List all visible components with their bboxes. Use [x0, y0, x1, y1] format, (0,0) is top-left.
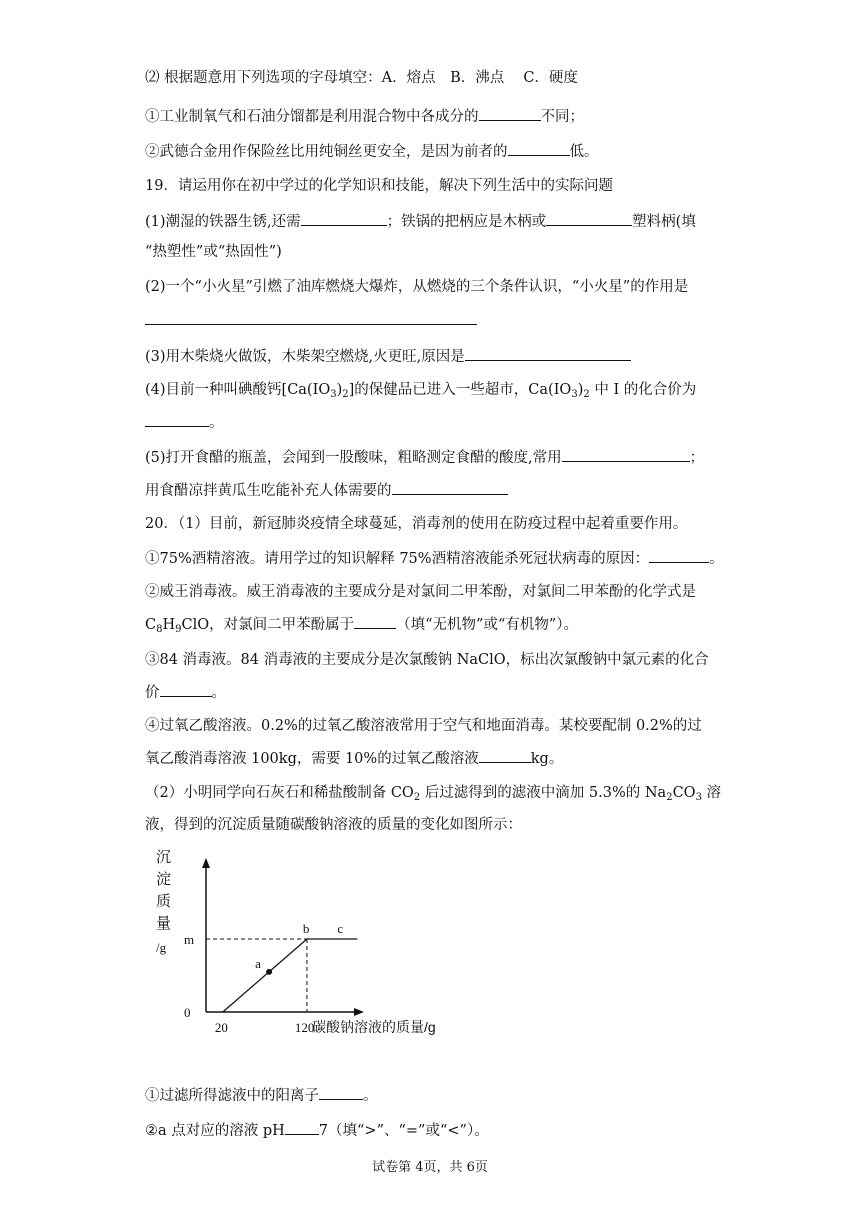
answer-blank[interactable]: [319, 1085, 363, 1100]
q20-item4: ④过氧乙酸溶液。0.2%的过氧乙酸溶液常用于空气和地面消毒。某校要配制 0.2%的过: [145, 718, 702, 734]
point-b-label: b: [302, 921, 310, 936]
x-axis-arrow: [354, 1008, 364, 1016]
q20-item3: ③84 消毒液。84 消毒液的主要成分是次氯酸钠 NaClO，标出次氯酸钠中氯元素的化合: [145, 652, 709, 668]
answer-blank[interactable]: [145, 412, 209, 427]
point-a-marker: [266, 969, 272, 975]
answer-blank[interactable]: [479, 748, 531, 763]
y-axis-label-char: 质: [156, 894, 172, 910]
q20-stem: 20．（1）目前，新冠肺炎疫情全球蔓延，消毒剂的使用在防疫过程中起着重要作用。: [145, 516, 688, 532]
q19-part1: (1)潮湿的铁器生锈,还需 ；铁锅的把柄应是木柄或 塑料柄(填: [145, 211, 696, 232]
answer-blank[interactable]: [649, 548, 709, 563]
q20-part2-item1: ①过滤所得滤液中的阳离子 。: [145, 1085, 378, 1106]
q20-item1: ①75%酒精溶液。请用学过的知识解释 75%酒精溶液能杀死冠状病毒的原因： 。: [145, 548, 724, 569]
q18-sub2-item1: ①工业制氧气和石油分馏都是利用混合物中各成分的 不同；: [145, 106, 584, 127]
answer-blank[interactable]: [160, 682, 212, 697]
answer-blank[interactable]: [562, 447, 690, 462]
y-axis-label-char: 量: [156, 916, 172, 932]
q18-sub2-item2: ②武德合金用作保险丝比用纯铜丝更安全，是因为前者的 低。: [145, 141, 599, 162]
q19-part1-cont: “热塑性”或“热固性”): [145, 244, 282, 260]
q20-item2: ②威王消毒液。威王消毒液的主要成分是对氯间二甲苯酚，对氯间二甲苯酚的化学式是: [145, 584, 696, 600]
q20-part2-item2: ②a 点对应的溶液 pH 7（填“>”、“=”或“<”）。: [145, 1120, 489, 1141]
y-axis-label-char: 淀: [156, 872, 172, 888]
answer-blank[interactable]: [301, 211, 387, 226]
q19-part2-answer-line[interactable]: [145, 310, 477, 331]
q19-part4-cont: 。: [145, 412, 224, 433]
answer-blank[interactable]: [479, 106, 541, 121]
q19-part4: (4)目前一种叫碘酸钙$[Ca(IO_3)_2]$的保健品已进入一些超市，$Ca(IO_3)_2$ 中 I 的化合价为: [145, 382, 697, 400]
q19-part5-cont: 用食醋凉拌黄瓜生吃能补充人体需要的: [145, 480, 508, 501]
answer-blank[interactable]: [285, 1120, 319, 1135]
q19-part5: (5)打开食醋的瓶盖，会闻到一股酸味，粗略测定食醋的酸度,常用 ；: [145, 447, 704, 468]
q19-part3: (3)用木柴烧火做饭，木柴架空燃烧,火更旺,原因是: [145, 346, 631, 367]
x-axis-label: 碳酸钠溶液的质量/g: [312, 1019, 436, 1035]
q20-item2-cont: $C_8H_9ClO$，对氯间二甲苯酚属于 （填“无机物”或“有机物”）。: [145, 614, 578, 640]
q18-sub2-intro: ⑵ 根据题意用下列选项的字母填空：A．熔点 B．沸点 C．硬度: [145, 70, 578, 86]
answer-blank[interactable]: [465, 346, 631, 361]
answer-blank[interactable]: [546, 211, 632, 226]
answer-blank[interactable]: [392, 480, 508, 495]
y-axis-arrow: [202, 858, 210, 868]
precipitate-chart: [150, 848, 470, 1038]
y-axis-label: [156, 849, 171, 955]
point-a-label: a: [255, 955, 261, 971]
answer-blank[interactable]: [354, 614, 396, 629]
answer-blank[interactable]: [508, 141, 570, 156]
x-tick-120: 120: [294, 1020, 315, 1035]
y-axis-label-char: /g: [156, 940, 167, 955]
q20-part2: （2）小明同学向石灰石和稀盐酸制备 $CO_2$ 后过滤得到的滤液中滴加 5.3%的 $Na_2CO_3$ 溶: [145, 785, 722, 803]
q19-part2: (2)一个“小火星”引燃了油库燃烧大爆炸，从燃烧的三个条件认识，“小火星”的作用是: [145, 279, 689, 295]
q20-part2-cont: 液，得到的沉淀质量随碳酸钠溶液的质量的变化如图所示：: [145, 817, 522, 833]
y-tick-m: m: [184, 932, 195, 947]
point-c-label: c: [337, 921, 344, 936]
y-axis-label-char: 沉: [156, 850, 172, 866]
x-tick-20: 20: [214, 1020, 228, 1035]
page-footer: 试卷第 4页，共 6页: [372, 1160, 488, 1175]
q20-item4-cont: 氧乙酸消毒溶液 100kg，需要 10%的过氧乙酸溶液 kg。: [145, 748, 563, 769]
origin-label: 0: [184, 1005, 191, 1020]
q20-item3-cont: 价 。: [145, 682, 226, 703]
q19-stem: 19．请运用你在初中学过的化学知识和技能，解决下列生活中的实际问题: [145, 178, 613, 194]
data-line: [223, 939, 358, 1012]
